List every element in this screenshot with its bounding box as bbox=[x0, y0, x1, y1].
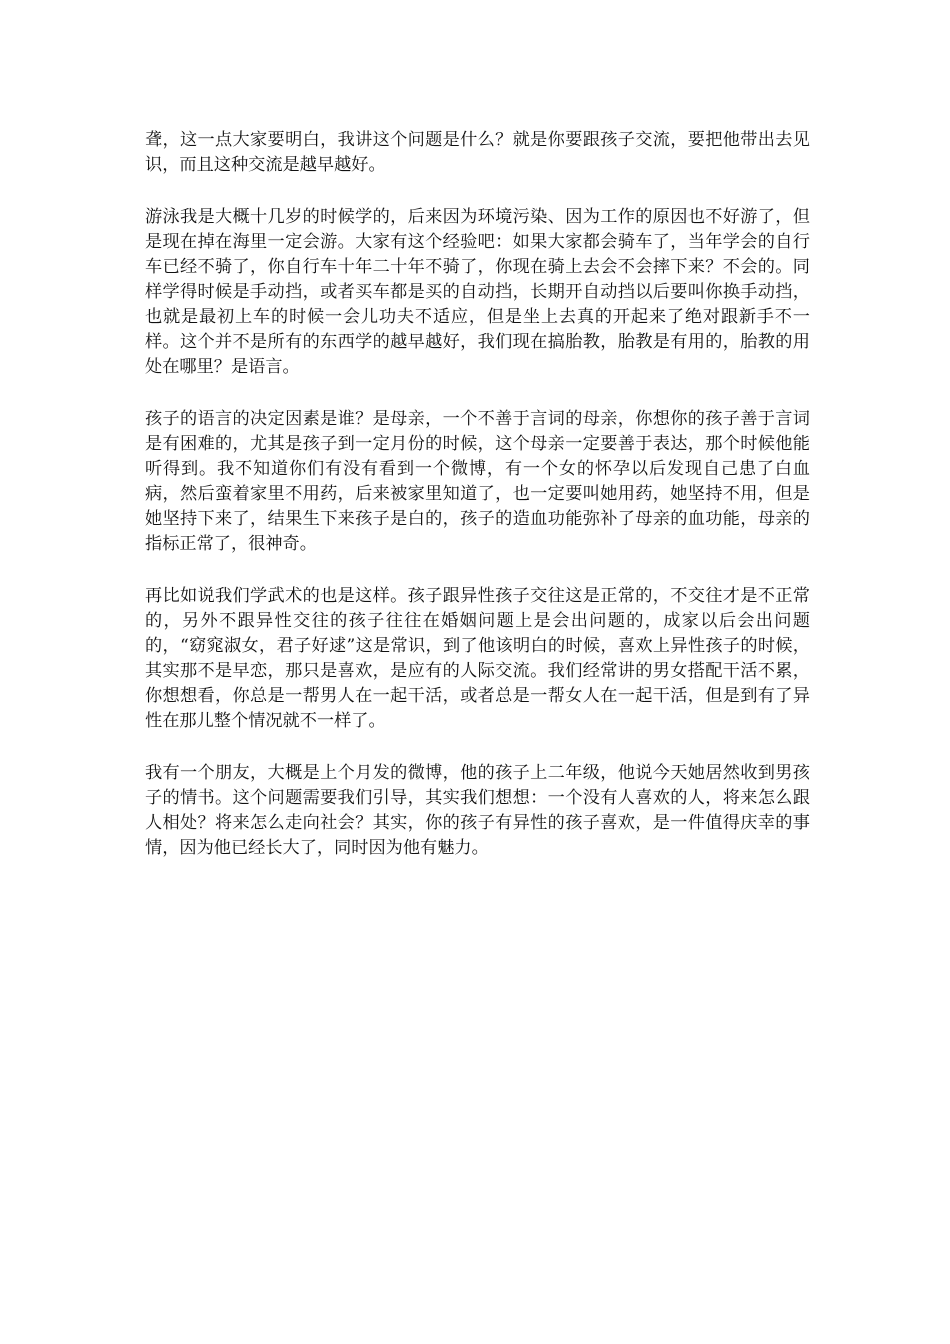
paragraph-4: 再比如说我们学武术的也是这样。孩子跟异性孩子交往这是正常的，不交往才是不正常的，另外不跟异性交往的孩子往往在婚姻问题上是会出问题的，成家以后会出问题的，“窈窕淑女，君子好逑”这是常识，到了他该明白的时候，喜欢上异性孩子的时候，其实那不是早恋，那只是喜欢，是应有的人际交流。我们经常讲的男女搭配干活不累，你想想看，你总是一帮男人在一起干活，或者总是一帮女人在一起干活，但是到有了异性在那儿整个情况就不一样了。 bbox=[145, 586, 810, 731]
paragraph-3: 孩子的语言的决定因素是谁？是母亲，一个不善于言词的母亲，你想你的孩子善于言词是有困难的，尤其是孩子到一定月份的时候，这个母亲一定要善于表达，那个时候他能听得到。我不知道你们有没有看到一个微博，有一个女的怀孕以后发现自己患了白血病，然后蛮着家里不用药，后来被家里知道了，也一定要叫她用药，她坚持不用，但是她坚持下来了，结果生下来孩子是白的，孩子的造血功能弥补了母亲的血功能，母亲的指标正常了，很神奇。 bbox=[145, 409, 810, 554]
paragraph-1: 聋，这一点大家要明白，我讲这个问题是什么？就是你要跟孩子交流，要把他带出去见识，而且这种交流是越早越好。 bbox=[145, 130, 810, 175]
paragraph-5: 我有一个朋友，大概是上个月发的微博，他的孩子上二年级，他说今天她居然收到男孩子的情书。这个问题需要我们引导，其实我们想想：一个没有人喜欢的人，将来怎么跟人相处？将来怎么走向社会？其实，你的孩子有异性的孩子喜欢，是一件值得庆幸的事情，因为他已经长大了，同时因为他有魅力。 bbox=[145, 763, 810, 858]
paragraph-2: 游泳我是大概十几岁的时候学的，后来因为环境污染、因为工作的原因也不好游了，但是现在掉在海里一定会游。大家有这个经验吧：如果大家都会骑车了，当年学会的自行车已经不骑了，你自行车十年二十年不骑了，你现在骑上去会不会摔下来？不会的。同样学得时候是手动挡，或者买车都是买的自动挡，长期开自动挡以后要叫你换手动挡，也就是最初上车的时候一会儿功夫不适应，但是坐上去真的开起来了绝对跟新手不一样。这个并不是所有的东西学的越早越好，我们现在搞胎教，胎教是有用的，胎教的用处在哪里？是语言。 bbox=[145, 207, 810, 377]
document-body bbox=[145, 128, 810, 888]
